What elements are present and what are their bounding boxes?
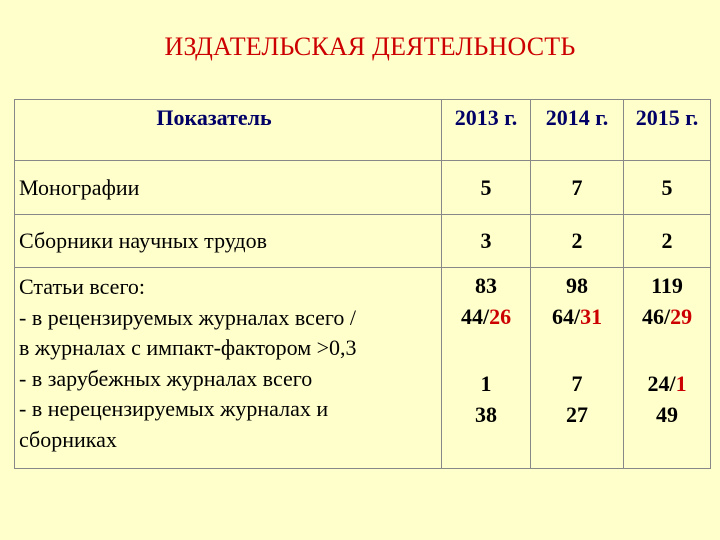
articles-label-line: - в зарубежных журналах всего (19, 365, 313, 391)
articles-total: 119 (651, 273, 683, 298)
row-label (15, 215, 442, 268)
row-label-text: Монографии (19, 174, 140, 200)
articles-foreign: 7 (571, 371, 583, 396)
articles-label-line: - в рецензируемых журналах всего / (19, 304, 356, 330)
row-label (15, 161, 442, 215)
cell-value: 5 (442, 161, 531, 215)
page-title: ИЗДАТЕЛЬСКАЯ ДЕЯТЕЛЬНОСТЬ (164, 32, 576, 61)
year-header-2015: 2015 г. (624, 100, 711, 161)
cell-value: 2 (624, 215, 711, 268)
articles-values-2014: 98 64/31 7 27 (531, 268, 624, 469)
articles-foreign-impact: 1 (675, 371, 687, 396)
row-label-text: Сборники научных трудов (19, 228, 267, 253)
articles-nonreviewed: 38 (475, 401, 497, 427)
articles-values-2013: 83 44/26 1 38 (442, 268, 531, 469)
articles-label-line: в журналах с импакт-фактором >0,3 (19, 335, 357, 360)
cell-value: 2 (531, 215, 624, 268)
articles-impact: 26 (489, 303, 512, 329)
articles-label-line: Статьи всего: (19, 274, 146, 299)
year-header-2013: 2013 г. (442, 100, 531, 161)
articles-reviewed: 44 (460, 303, 483, 329)
indicator-header (15, 100, 442, 161)
cell-value: 5 (624, 161, 711, 215)
articles-label (15, 268, 442, 469)
articles-impact: 29 (670, 303, 693, 329)
cell-value: 3 (442, 215, 531, 268)
articles-foreign: 1 (480, 371, 492, 396)
articles-label-line: сборниках (19, 426, 117, 452)
articles-values-2015: 119 46/29 24/1 49 (624, 268, 711, 469)
publishing-table (14, 99, 711, 469)
articles-impact: 31 (580, 303, 603, 329)
articles-foreign: 24 (647, 371, 670, 396)
indicator-header-label: Показатель (156, 105, 272, 130)
table-row (15, 161, 711, 215)
year-header-2014: 2014 г. (531, 100, 624, 161)
cell-value: 7 (531, 161, 624, 215)
articles-total: 83 (475, 273, 497, 298)
articles-reviewed: 46 (641, 303, 664, 329)
articles-nonreviewed: 49 (656, 401, 678, 427)
table-row (15, 215, 711, 268)
table-row (15, 268, 711, 469)
articles-nonreviewed: 27 (566, 401, 588, 427)
table-header-row (15, 100, 711, 161)
articles-total: 98 (566, 273, 588, 298)
articles-label-line: - в нерецензируемых журналах и (19, 396, 329, 421)
articles-reviewed: 64 (551, 303, 574, 329)
